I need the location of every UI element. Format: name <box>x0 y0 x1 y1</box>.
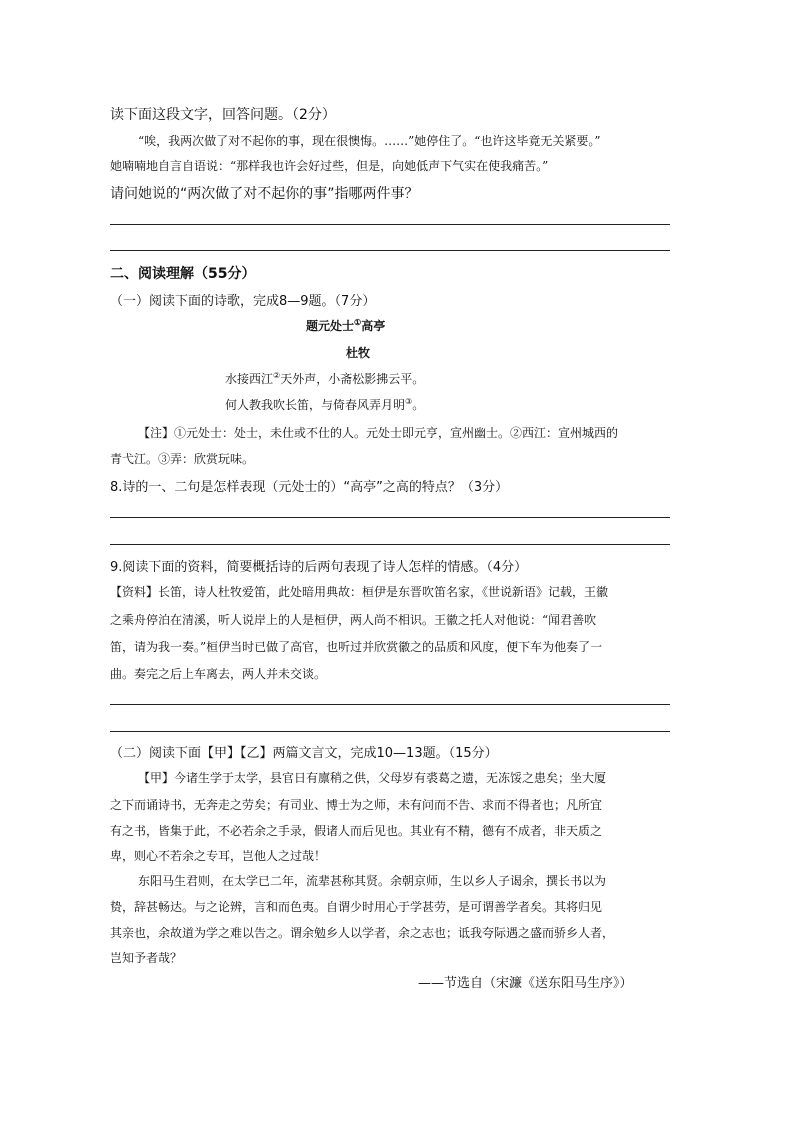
q9-material-line-3: 笛，请为我一奏。”桓伊当时已做了高官，也听过并欣赏徽之的品质和风度，便下车为他奏了一 <box>110 640 603 654</box>
text-jia-line-1: 【甲】今诸生学于太学，县官日有廪稍之供，父母岁有裘葛之遗，无冻馁之患矣；坐大厦 <box>138 771 607 785</box>
text-jia-line-4: 卑，则心不若余之专耳，岂他人之过哉！ <box>110 849 327 863</box>
footnote-marker: ② <box>273 371 281 380</box>
poem-line-1 <box>225 370 424 387</box>
q9-material-line-1: 【资料】长笛，诗人杜牧爱笛，此处暗用典故：桓伊是东晋吹笛名家，《世说新语》记载，王徽 <box>110 585 609 599</box>
poem-line-2 <box>225 396 424 413</box>
answer-line <box>110 250 670 251</box>
poem-line-text: 。 <box>412 398 425 412</box>
section-heading: 二、阅读理解（55分） <box>110 266 256 282</box>
poem-line-text: 天外声，小斋松影拂云平。 <box>280 372 425 386</box>
answer-line <box>110 544 670 545</box>
poem-author: 杜牧 <box>346 346 371 360</box>
text-jia-line-3: 有之书，皆集于此，不必若余之手录，假诸人而后见也。其业有不精，德有不成者，非天质之 <box>110 824 603 838</box>
source-citation: ——节选自（宋濂《送东阳马生序》） <box>418 976 633 991</box>
text-yi-line-4: 岂知予者哉？ <box>110 951 183 965</box>
text-yi-line-2: 贽，辞甚畅达。与之论辨，言和而色夷。自谓少时用心于学甚劳，是可谓善学者矣。其将归见 <box>110 900 603 914</box>
answer-line <box>110 704 670 705</box>
q9-material-line-2: 之乘舟停泊在清溪，听人说岸上的人是桓伊，两人尚不相识。王徽之托人对他说：“闻君善吹 <box>110 613 597 627</box>
poem-title <box>306 317 385 334</box>
part1-intro: （一）阅读下面的诗歌，完成8—9题。（7分） <box>110 294 376 309</box>
text-jia-line-2: 之下而诵诗书，无奔走之劳矣；有司业、博士为之师，未有问而不告、求而不得者也；凡所宜 <box>110 798 603 812</box>
q7-prompt: 读下面这段文字，回答问题。（2分） <box>110 107 336 123</box>
text-yi-line-1: 东阳马生君则，在太学已二年，流辈甚称其贤。余朝京师，生以乡人子谒余，撰长书以为 <box>138 874 607 888</box>
poem-notes-line-1: 【注】①元处士：处士，未仕或不仕的人。元处士即元亨，宣州幽士。②西江：宣州城西的 <box>138 426 619 440</box>
text-yi-line-3: 其亲也，余故道为学之难以告之。谓余勉乡人以学者，余之志也；诋我夸际遇之盛而骄乡人者， <box>110 926 615 940</box>
footnote-marker: ① <box>354 317 362 327</box>
poem-title-text: 高亭 <box>361 319 386 333</box>
poem-title-text: 题元处士 <box>306 319 355 333</box>
q7-passage-line-2: 她喃喃地自言自语说：“那样我也许会好过些，但是，向她低声下气实在使我痛苦。” <box>110 159 549 173</box>
answer-line <box>110 517 670 518</box>
poem-line-text: 水接西江 <box>225 372 274 386</box>
footnote-marker: ③ <box>405 397 413 406</box>
q7-question: 请问她说的“两次做了对不起你的事”指哪两件事？ <box>110 186 419 202</box>
answer-line <box>110 731 670 732</box>
q7-passage-line-1: “唉，我两次做了对不起你的事，现在很懊悔。……”她停住了。“也许这毕竟无关紧要。” <box>138 134 601 148</box>
answer-line <box>110 224 670 225</box>
q9-material-line-4: 曲。奏完之后上车离去，两人并未交谈。 <box>110 667 327 681</box>
part2-intro: （二）阅读下面【甲】【乙】两篇文言文，完成10—13题。（15分） <box>110 746 498 761</box>
poem-line-text: 何人教我吹长笛，与倚春风弄月明 <box>225 398 406 412</box>
poem-notes-line-2: 青弋江。③弄：欣赏玩味。 <box>110 452 255 466</box>
q8-question: 8.诗的一、二句是怎样表现（元处士的）“高亭”之高的特点？（3分） <box>110 480 509 495</box>
q9-question: 9.阅读下面的资料，简要概括诗的后两句表现了诗人怎样的情感。（4分） <box>110 560 528 575</box>
